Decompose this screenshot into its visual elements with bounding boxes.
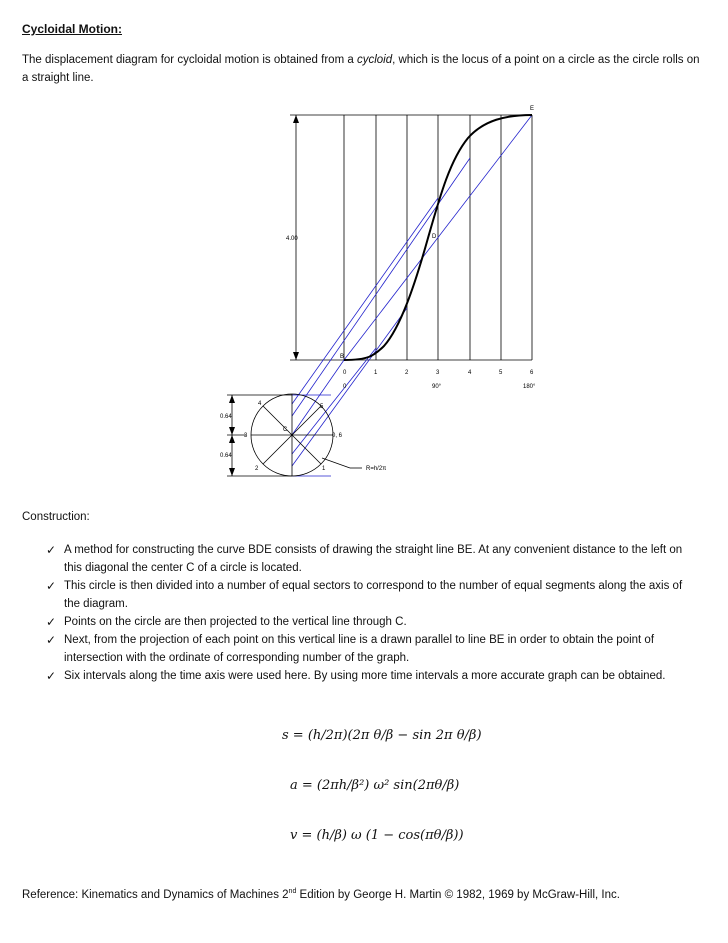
check-icon: ✓ (46, 633, 57, 647)
check-icon: ✓ (46, 543, 57, 557)
intro-italic: cycloid (356, 54, 393, 66)
list-item: ✓ A method for constructing the curve BDE consists of drawing the straight line BE. At any convenient distance to the left on this diagonal the center C of a circle is located. (46, 543, 683, 574)
angle-180: 180° (523, 384, 536, 390)
dim-upper: 0.64 (220, 414, 232, 420)
radius-label: R=h/2π (366, 466, 387, 472)
construction-heading: Construction: (22, 511, 90, 523)
label-c: C (283, 427, 288, 433)
cycloid-diagram (200, 98, 550, 488)
list-item: ✓ This circle is then divided into a number of equal sectors to correspond to the number of equal segments along the axis of the diagram. (46, 579, 683, 610)
angle-90: 90° (432, 384, 442, 390)
tick-6: 6 (530, 370, 534, 376)
check-icon: ✓ (46, 579, 57, 593)
label-d: D (432, 234, 437, 240)
tick-5: 5 (499, 370, 503, 376)
tick-0: 0 (343, 370, 347, 376)
angle-0: 0 (343, 384, 347, 390)
reference-line: Reference: Kinematics and Dynamics of Machines 2nd Edition by George H. Martin © 1982, 1969 by McGraw-Hill, Inc. (22, 888, 620, 901)
tick-1: 1 (374, 370, 378, 376)
circle-pt-06: 0, 6 (332, 433, 343, 439)
label-b: B (340, 354, 345, 360)
tick-3: 3 (436, 370, 440, 376)
page-title: Cycloidal Motion: (22, 22, 122, 36)
circle-pt-3: 3 (244, 433, 248, 439)
equation-s: s = (h/2π)(2π θ/β − sin 2π θ/β) (282, 728, 482, 743)
construction-steps (44, 541, 700, 685)
label-e: E (530, 106, 535, 112)
equation-v: v = (h/β) ω (1 − cos(πθ/β)) (290, 828, 464, 843)
dim-lower: 0.64 (220, 453, 232, 459)
circle-pt-2: 2 (255, 466, 259, 472)
intro-paragraph (22, 51, 702, 87)
list-item: ✓ Points on the circle are then projected to the vertical line through C. (46, 615, 407, 629)
list-item: ✓ Six intervals along the time axis were used here. By using more time intervals a more accurate graph can be obtained. (46, 669, 666, 683)
equation-a: a = (2πh/β²) ω² sin(2πθ/β) (290, 778, 460, 793)
circle-pt-5: 5 (320, 404, 324, 410)
intro-text-1: The displacement diagram for cycloidal motion is obtained from a (22, 54, 357, 66)
intro-text-2: , which is the locus of a point on a circle as the circle rolls on a straight line. (22, 54, 700, 84)
circle-pt-1: 1 (322, 466, 326, 472)
dim-height: 4.00 (286, 236, 298, 242)
tick-4: 4 (468, 370, 472, 376)
list-item: ✓ Next, from the projection of each point on this vertical line is a drawn parallel to line BE in order to obtain the point of intersection with the ordinate of corresponding number of the graph. (46, 633, 655, 664)
check-icon: ✓ (46, 669, 57, 683)
circle-pt-4: 4 (258, 401, 262, 407)
check-icon: ✓ (46, 615, 57, 629)
tick-2: 2 (405, 370, 409, 376)
